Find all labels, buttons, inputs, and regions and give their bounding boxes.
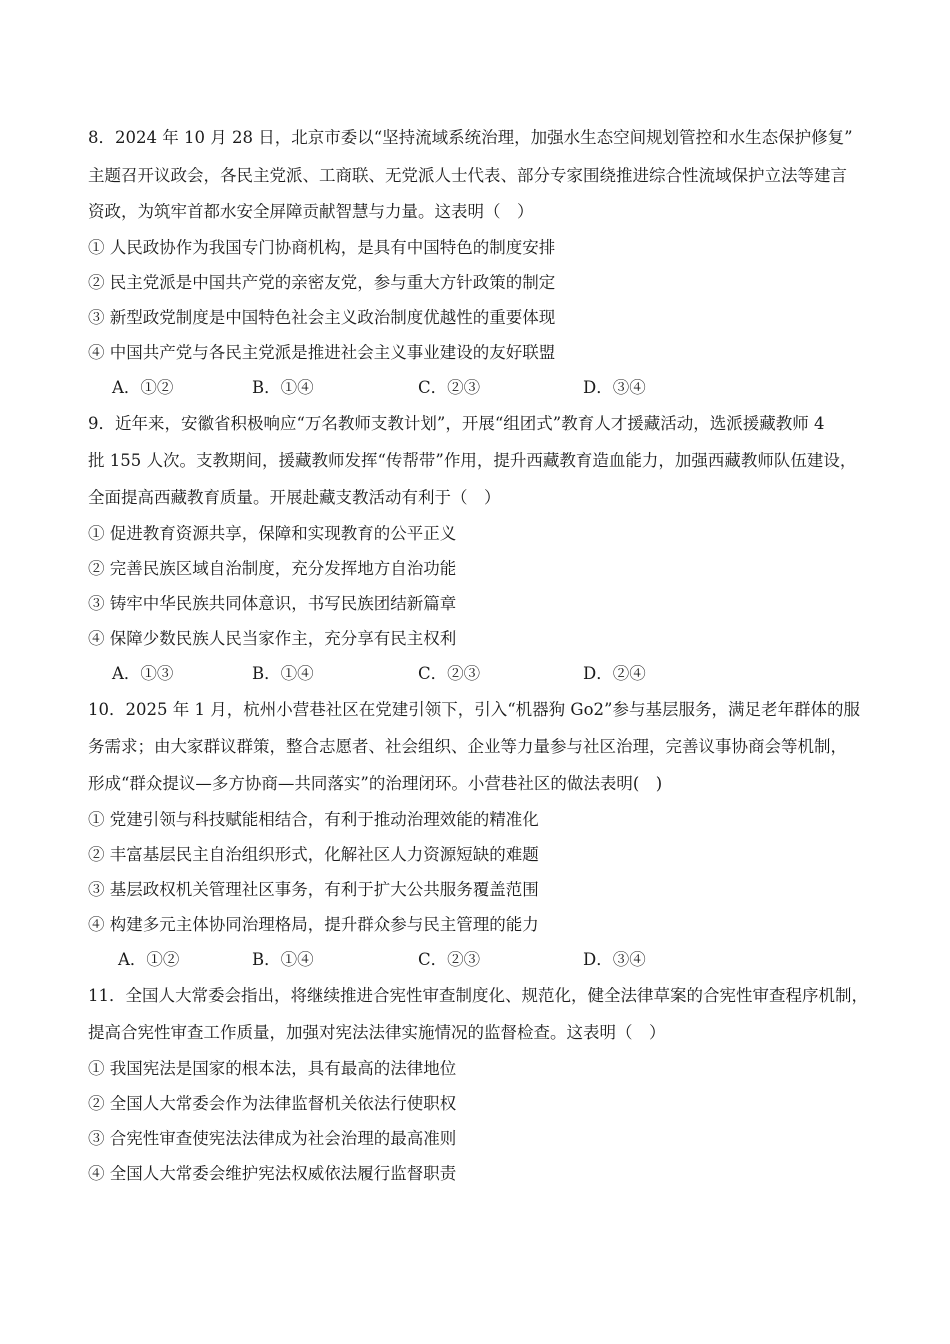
question-10-stem-line-3: 形成“群众提议—多方协商—共同落实”的治理闭环。小营巷社区的做法表明( )	[88, 774, 663, 793]
question-8-stem-line-1: 8．2024 年 10 月 28 日，北京市委以“坚持流域系统治理，加强水生态空间规划管控和水生态保护修复”	[88, 128, 853, 147]
question-8-stem-line-2: 主题召开议政会，各民主党派、工商联、无党派人士代表、部分专家围绕推进综合性流域保护立法等建言	[88, 166, 847, 185]
option-a[interactable]: A．①③	[112, 664, 174, 683]
option-d[interactable]: D．③④	[583, 378, 646, 397]
question-9-item-2: ② 完善民族区域自治制度，充分发挥地方自治功能	[88, 559, 457, 578]
question-9-stem-line-3: 全面提高西藏教育质量。开展赴藏支教活动有利于（ ）	[88, 488, 501, 507]
question-9-options	[0, 663, 950, 685]
question-11-item-4: ④ 全国人大常委会维护宪法权威依法履行监督职责	[88, 1164, 457, 1183]
question-8-item-2: ② 民主党派是中国共产党的亲密友党，参与重大方针政策的制定	[88, 273, 556, 292]
option-b[interactable]: B．①④	[252, 950, 314, 969]
option-c[interactable]: C．②③	[418, 950, 481, 969]
option-a[interactable]: A．①②	[118, 950, 180, 969]
question-9-stem-line-2: 批 155 人次。支教期间，援藏教师发挥“传帮带”作用，提升西藏教育造血能力，加强西藏教师队伍建设，	[88, 451, 857, 470]
option-b[interactable]: B．①④	[252, 664, 314, 683]
question-10-stem-line-2: 务需求；由大家群议群策，整合志愿者、社会组织、企业等力量参与社区治理，完善议事协商会等机制，	[88, 737, 847, 756]
question-9-item-3: ③ 铸牢中华民族共同体意识，书写民族团结新篇章	[88, 594, 457, 613]
question-10-item-1: ① 党建引领与科技赋能相结合，有利于推动治理效能的精准化	[88, 810, 539, 829]
option-d[interactable]: D．③④	[583, 950, 646, 969]
question-11-item-1: ① 我国宪法是国家的根本法，具有最高的法律地位	[88, 1059, 457, 1078]
question-11-item-2: ② 全国人大常委会作为法律监督机关依法行使职权	[88, 1094, 457, 1113]
question-8-item-3: ③ 新型政党制度是中国特色社会主义政治制度优越性的重要体现	[88, 308, 556, 327]
question-8-item-1: ① 人民政协作为我国专门协商机构，是具有中国特色的制度安排	[88, 238, 556, 257]
question-10-item-4: ④ 构建多元主体协同治理格局，提升群众参与民主管理的能力	[88, 915, 539, 934]
question-10-stem-line-1: 10．2025 年 1 月，杭州小营巷社区在党建引领下，引入“机器狗 Go2”参与基层服务，满足老年群体的服	[88, 700, 860, 719]
question-10-item-2: ② 丰富基层民主自治组织形式，化解社区人力资源短缺的难题	[88, 845, 539, 864]
option-d[interactable]: D．②④	[583, 664, 646, 683]
question-11-stem-line-2: 提高合宪性审查工作质量，加强对宪法法律实施情况的监督检查。这表明（ ）	[88, 1023, 666, 1042]
question-8-item-4: ④ 中国共产党与各民主党派是推进社会主义事业建设的友好联盟	[88, 343, 556, 362]
option-a[interactable]: A．①②	[112, 378, 174, 397]
option-c[interactable]: C．②③	[418, 664, 481, 683]
option-c[interactable]: C．②③	[418, 378, 481, 397]
question-10-item-3: ③ 基层政权机关管理社区事务，有利于扩大公共服务覆盖范围	[88, 880, 539, 899]
question-9-item-1: ① 促进教育资源共享，保障和实现教育的公平正义	[88, 524, 457, 543]
question-10-options	[0, 949, 950, 971]
question-8-stem-line-3: 资政，为筑牢首都水安全屏障贡献智慧与力量。这表明（ ）	[88, 202, 534, 221]
question-9-item-4: ④ 保障少数民族人民当家作主，充分享有民主权利	[88, 629, 457, 648]
question-9-stem-line-1: 9．近年来，安徽省积极响应“万名教师支教计划”，开展“组团式”教育人才援藏活动，选派援藏教师 4	[88, 414, 825, 433]
question-11-stem-line-1: 11．全国人大常委会指出，将继续推进合宪性审查制度化、规范化，健全法律草案的合宪性审查程序机制，	[88, 986, 868, 1005]
question-11-item-3: ③ 合宪性审查使宪法法律成为社会治理的最高准则	[88, 1129, 457, 1148]
option-b[interactable]: B．①④	[252, 378, 314, 397]
question-8-options	[0, 377, 950, 399]
